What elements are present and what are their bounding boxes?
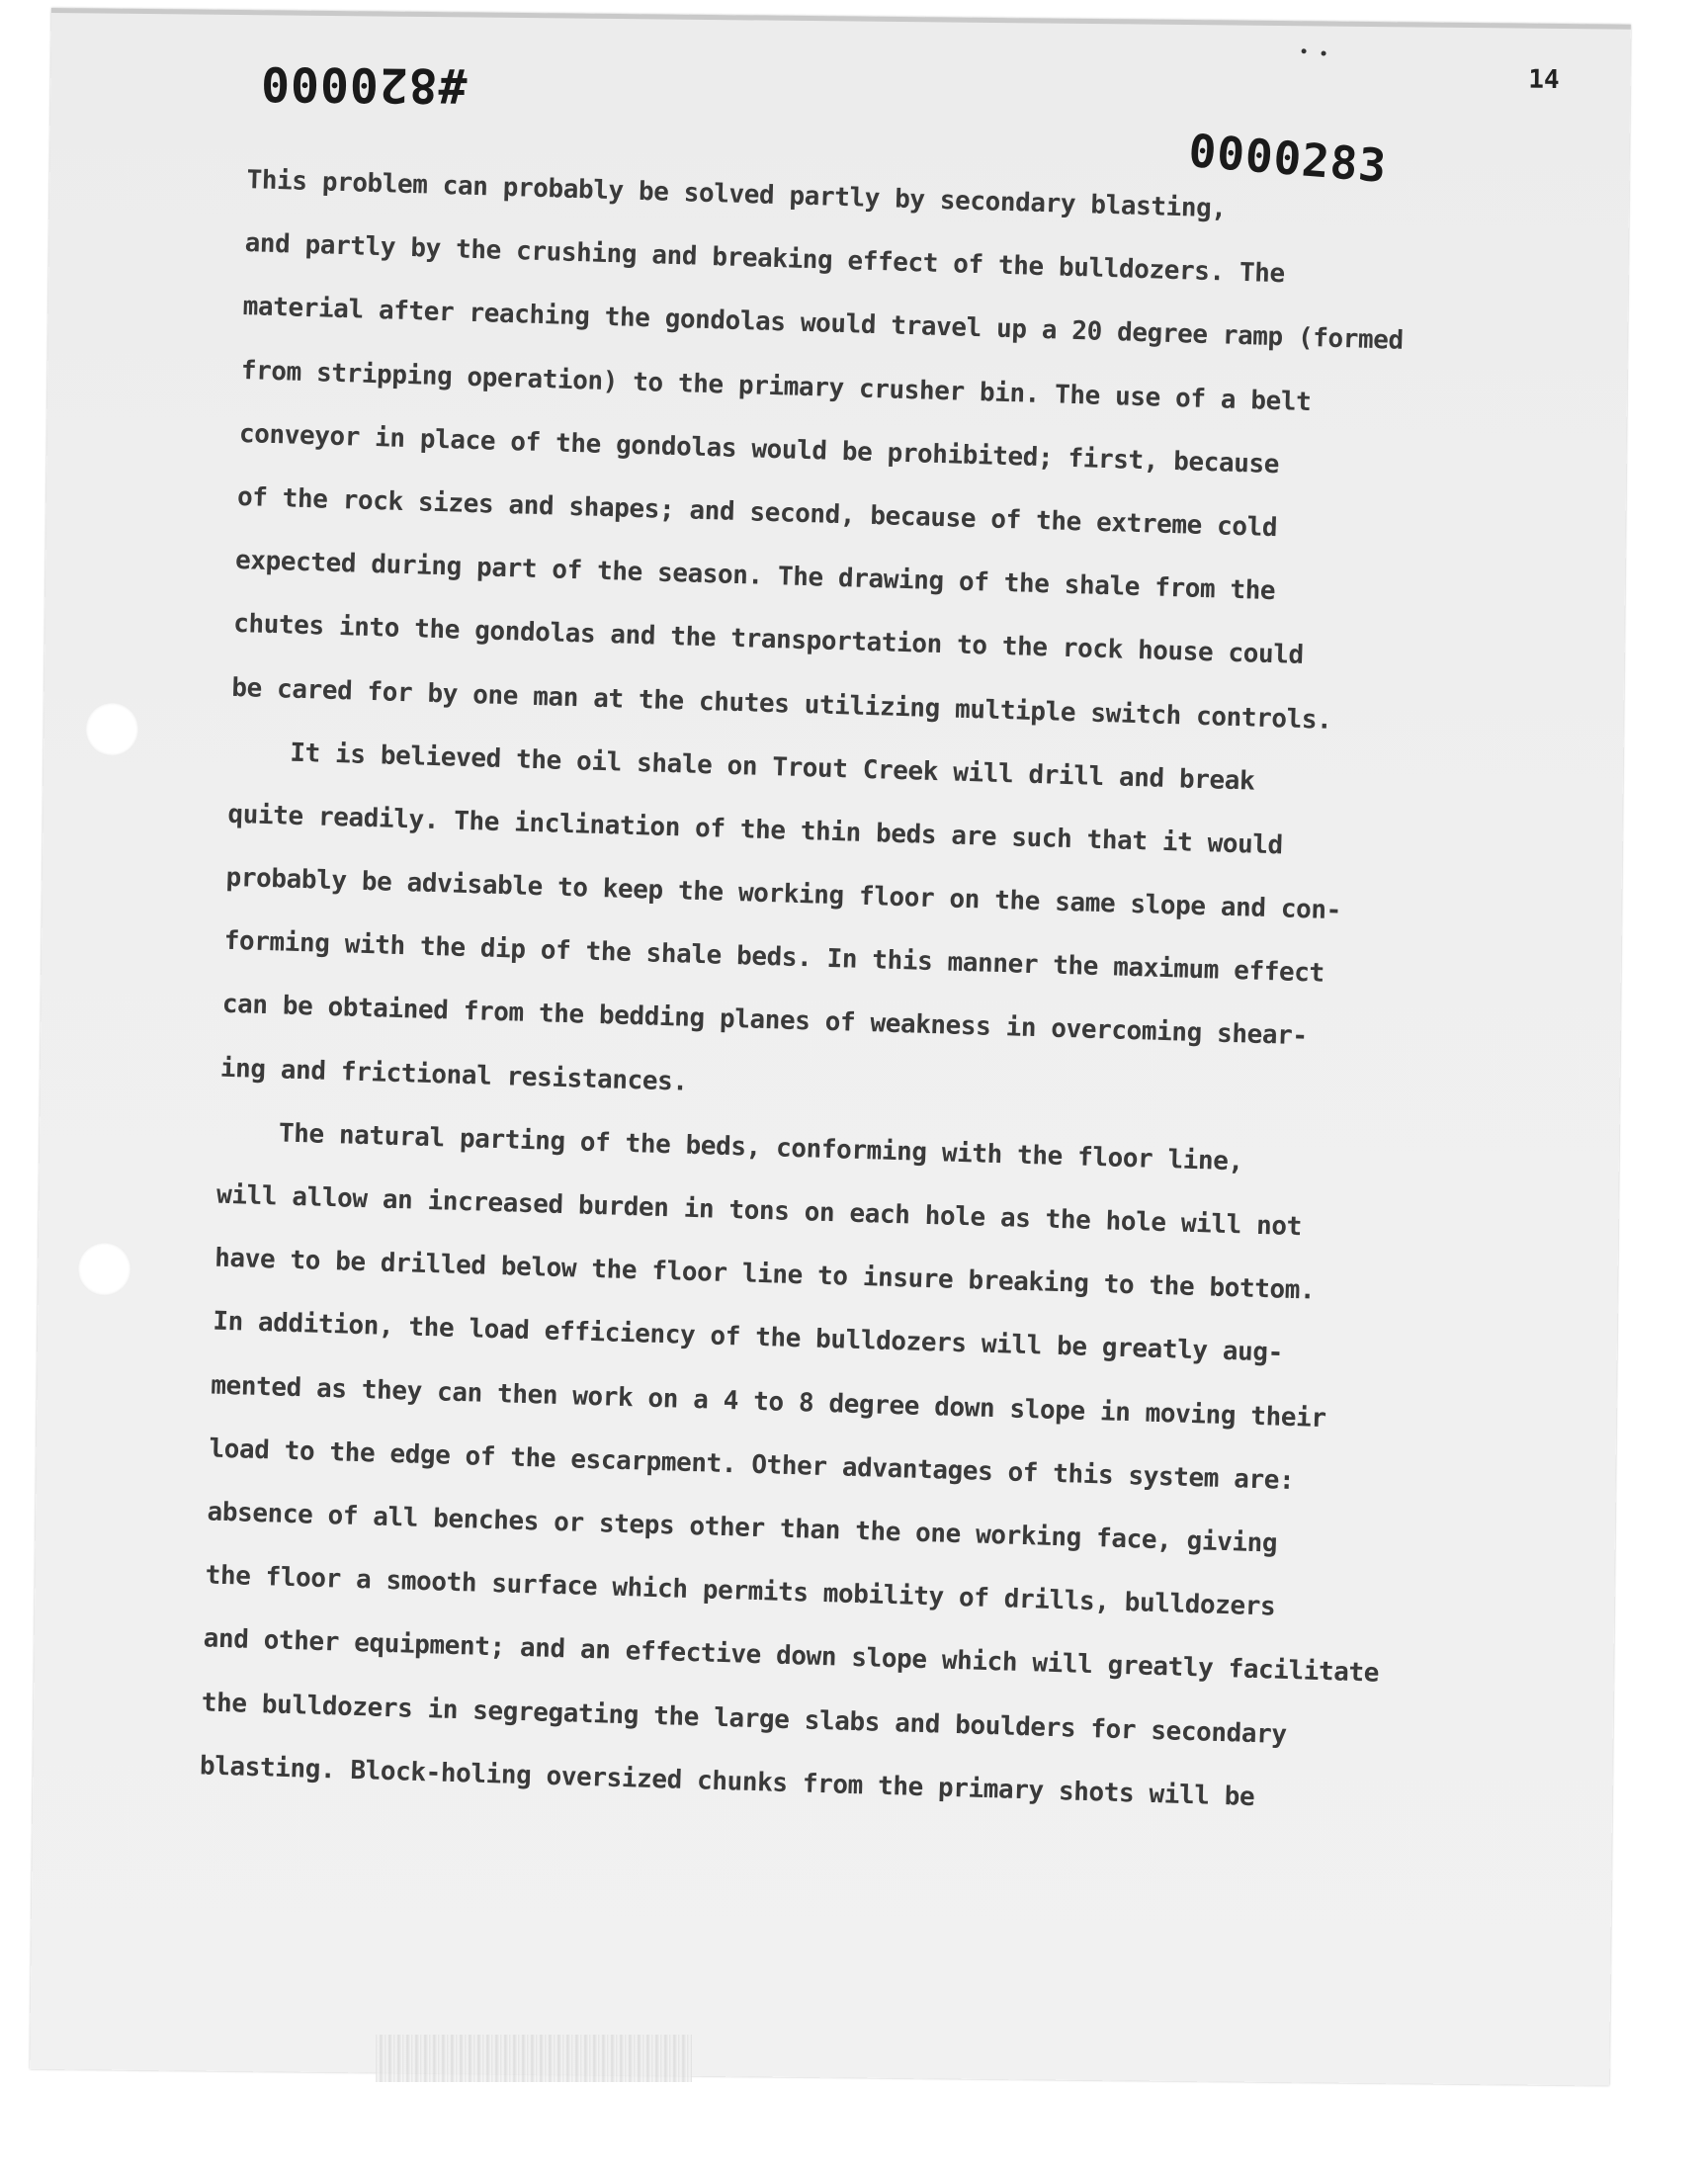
text-line: of the rock sizes and shapes; and second, because of the extreme cold <box>236 481 1278 544</box>
text-line: can be obtained from the bedding planes of weakness in overcoming shear- <box>221 990 1309 1052</box>
text-line: from stripping operation) to the primary crusher bin. The use of a belt <box>240 355 1312 417</box>
text-line: be cared for by one man at the chutes utilizing multiple switch controls. <box>230 672 1332 736</box>
bates-stamp-top-left: #820000 <box>259 55 468 114</box>
text-line: the floor a smooth surface which permits mobility of drills, bulldozers <box>205 1560 1276 1622</box>
text-line: This problem can probably be solved partly by secondary blasting, <box>246 165 1228 224</box>
text-line: The natural parting of the beds, conforming with the floor line, <box>217 1116 1244 1177</box>
speck-mark <box>1322 50 1326 55</box>
punch-hole-upper <box>85 702 139 756</box>
bates-stamp-document-id: 0000283 <box>1186 124 1390 194</box>
text-line: absence of all benches or steps other than the one working face, giving <box>207 1497 1278 1559</box>
text-line: conveyor in place of the gondolas would be prohibited; first, because <box>238 418 1280 479</box>
text-line: mented as they can then work on a 4 to 8 degree down slope in moving their <box>210 1370 1327 1434</box>
text-line: load to the edge of the escarpment. Other advantages of this system are: <box>209 1434 1295 1496</box>
page-top-edge <box>51 8 1631 30</box>
speck-mark <box>1302 48 1307 53</box>
text-line: will allow an increased burden in tons on each hole as the hole will not <box>215 1179 1303 1243</box>
text-line: ing and frictional resistances. <box>219 1053 689 1097</box>
text-line: and other equipment; and an effective down slope which will greatly facilitate <box>203 1623 1380 1690</box>
text-line: quite readily. The inclination of the thin beds are such that it would <box>227 799 1284 861</box>
scanned-page <box>30 8 1631 2086</box>
text-line: blasting. Block-holing oversized chunks from the primary shots will be <box>199 1751 1255 1812</box>
text-line: and partly by the crushing and breaking effect of the bulldozers. The <box>244 228 1286 290</box>
text-line: It is believed the oil shale on Trout Creek will drill and break <box>228 736 1255 797</box>
typewritten-body <box>199 148 1572 1837</box>
text-line: probably be advisable to keep the working floor on the same slope and con- <box>225 862 1342 926</box>
text-line: forming with the dip of the shale beds. In this manner the maximum effect <box>223 925 1325 990</box>
text-line: the bulldozers in segregating the large slabs and boulders for secondary <box>201 1687 1288 1750</box>
text-line: have to be drilled below the floor line to insure breaking to the bottom. <box>214 1243 1316 1306</box>
text-line: In addition, the load efficiency of the bulldozers will be greatly aug- <box>212 1306 1284 1369</box>
text-line: expected during part of the season. The drawing of the shale from the <box>234 546 1276 607</box>
scanner-artifact <box>376 2035 692 2082</box>
page-number: 14 <box>1528 64 1560 95</box>
text-line: material after reaching the gondolas would travel up a 20 degree ramp (formed <box>242 292 1405 357</box>
punch-hole-lower <box>77 1242 131 1296</box>
text-line: chutes into the gondolas and the transportation to the rock house could <box>232 609 1305 671</box>
